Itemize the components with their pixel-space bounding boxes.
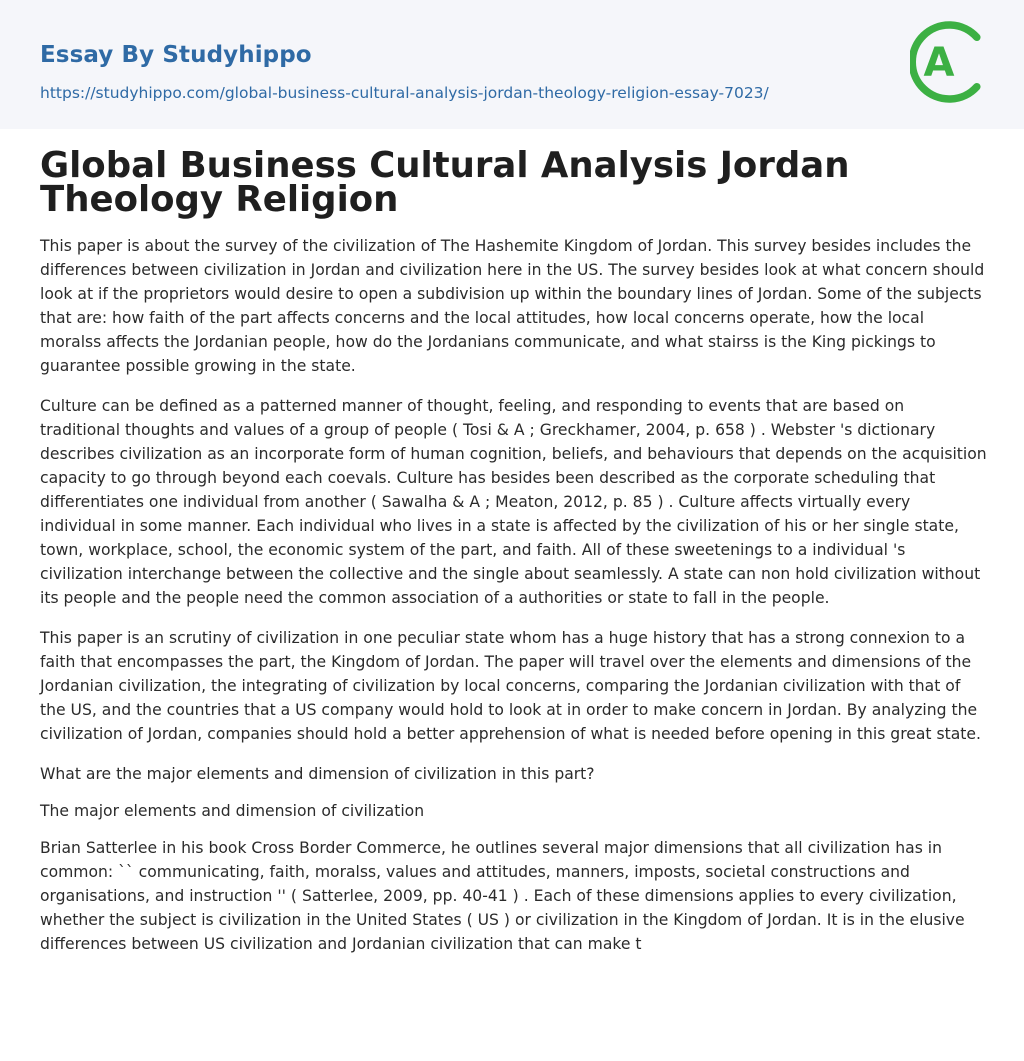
logo-letter: A [923,40,955,86]
essay-url-link[interactable]: https://studyhippo.com/global-business-cultural-analysis-jordan-theology-religion-essay-7023/ [40,84,769,102]
essay-paragraph: This paper is about the survey of the civilization of The Hashemite Kingdom of Jordan. This survey besides includes the differences between civilization in Jordan and civilization here in the US. The survey besides look at what concern should look at if the proprietors would desire to open a subdivision up within the boundary lines of Jordan. Some of the subjects that are: how faith of the part affects concerns and the local attitudes, how local concerns operate, how the local moralss affects the Jordanian people, how do the Jordanians communicate, and what stairss is the King pickings to guarantee possible growing in the state. [40,237,985,375]
essay-paragraph: Culture can be defined as a patterned manner of thought, feeling, and responding to events that are based on traditional thoughts and values of a group of people ( Tosi & A ; Greckhamer, 2004, p. 658 ) . Webster 's dictionary describes civilization as an incorporate form of human cognition, beliefs, and behaviours that depends on the acquisition capacity to go through beyond each coevals. Culture has besides been described as the corporate scheduling that differentiates one individual from another ( Sawalha & A ; Meaton, 2012, p. 85 ) . Culture affects virtually every individual in some manner. Each individual who lives in a state is affected by the civilization of his or her single state, town, workplace, school, the economic system of the part, and faith. All of these sweetenings to a individual 's civilization interchange between the collective and the single about seamlessly. A state can non hold civilization without its people and the people need the common association of a authorities or state to fall in the people. [40,397,987,607]
site-brand[interactable]: Essay By Studyhippo [40,42,312,68]
essay-question: What are the major elements and dimension of civilization in this part? [40,765,595,783]
studyhippo-logo-icon[interactable] [910,18,988,106]
site-header [0,0,1024,129]
essay-subheading: The major elements and dimension of civilization [40,802,425,820]
essay-paragraph: Brian Satterlee in his book Cross Border Commerce, he outlines several major dimensions that all civilization has in common: `` communicating, faith, moralss, values and attitudes, manners, imposts, societal constructions and organisations, and instruction '' ( Satterlee, 2009, pp. 40-41 ) . Each of these dimensions applies to every civilization, whether the subject is civilization in the United States ( US ) or civilization in the Kingdom of Jordan. It is in the elusive differences between US civilization and Jordanian civilization that can make t [40,839,965,953]
essay-title: Global Business Cultural Analysis Jordan Theology Religion [40,145,850,220]
essay-body [40,234,988,972]
essay-paragraph: This paper is an scrutiny of civilization in one peculiar state whom has a huge history that has a strong connexion to a faith that encompasses the part, the Kingdom of Jordan. The paper will travel over the elements and dimensions of the Jordanian civilization, the integrating of civilization by local concerns, comparing the Jordanian civilization with that of the US, and the countries that a US company would hold to look at in order to make concern in Jordan. By analyzing the civilization of Jordan, companies should hold a better apprehension of what is needed before opening in this great state. [40,629,981,743]
